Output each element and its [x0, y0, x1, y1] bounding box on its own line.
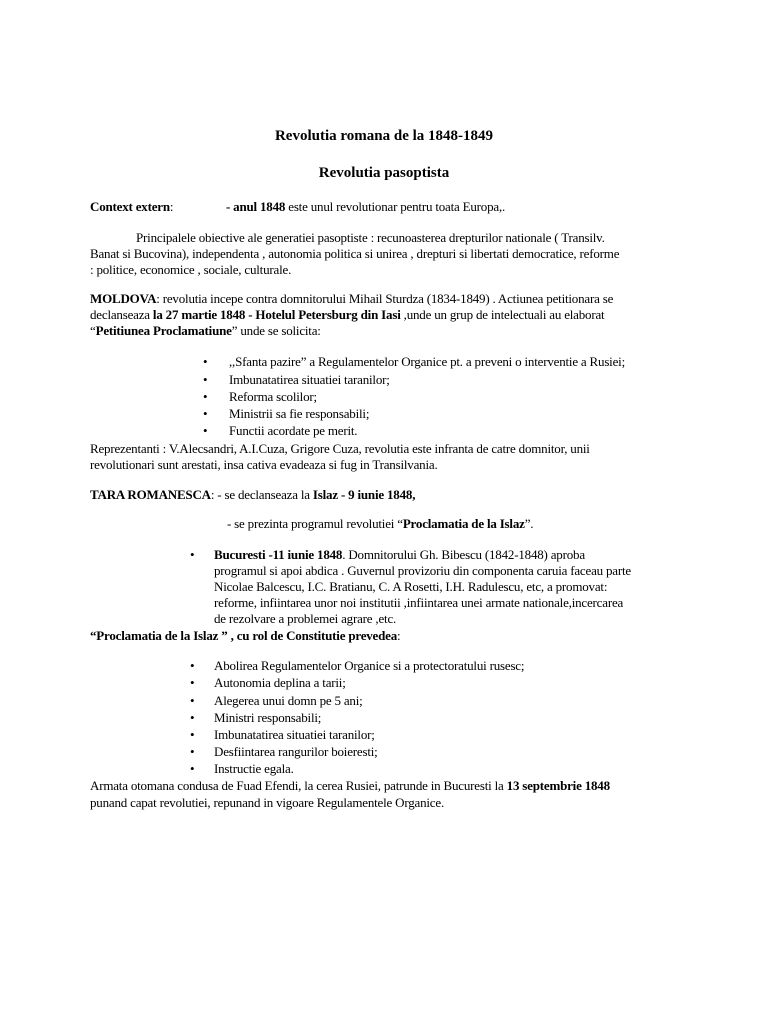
- list-item: Reforma scolilor;: [229, 389, 317, 404]
- bullet: •: [190, 761, 195, 776]
- bullet: •: [190, 547, 195, 562]
- bucuresti-line-2: programul si apoi abdica . Guvernul provizoriu din componenta caruia faceau parte: [214, 563, 631, 578]
- list-item: Alegerea unui domn pe 5 ani;: [214, 693, 363, 708]
- bullet: •: [203, 423, 208, 438]
- list-item: Autonomia deplina a tarii;: [214, 675, 346, 690]
- bullet: •: [190, 710, 195, 725]
- list-item: ,,Sfanta pazire” a Regulamentelor Organice pt. a preveni o interventie a Rusiei;: [229, 354, 625, 369]
- document-title: Revolutia romana de la 1848-1849: [274, 128, 494, 144]
- proclamatia-heading-line: “Proclamatia de la Islaz ” , cu rol de Constitutie prevedea:: [90, 628, 401, 643]
- bucuresti-line-4: reforme, infiintarea unor noi institutii ,infiintarea unei armate nationale,incercarea: [214, 595, 624, 610]
- list-item: Imbunatatirea situatiei taranilor;: [229, 372, 390, 387]
- bullet: •: [190, 693, 195, 708]
- bucuresti-line-3: Nicolae Balcescu, I.C. Bratianu, C. A Rosetti, I.H. Radulescu, etc, a promovat:: [214, 579, 608, 594]
- bullet: •: [203, 389, 208, 404]
- bullet: •: [203, 406, 208, 421]
- list-item: Functii acordate pe merit.: [229, 423, 358, 438]
- context-year: - anul 1848: [226, 199, 286, 214]
- objectives-line-3: : politice, economice , sociale, culturale.: [90, 262, 292, 277]
- bullet: •: [203, 354, 208, 369]
- bullet: •: [190, 744, 195, 759]
- moldova-line-3: “Petitiunea Proclamatiune” unde se solicita:: [90, 323, 321, 338]
- representatives-line-1: Reprezentanti : V.Alecsandri, A.I.Cuza, Grigore Cuza, revolutia este infranta de catre domnitor, unii: [90, 441, 590, 456]
- list-item: Ministri responsabili;: [214, 710, 322, 725]
- bullet: •: [190, 675, 195, 690]
- list-item: Ministrii sa fie responsabili;: [229, 406, 370, 421]
- conclusion-line-1: Armata otomana condusa de Fuad Efendi, la cerea Rusiei, patrunde in Bucuresti la 13 septembrie 1848: [90, 778, 610, 793]
- bucuresti-line-5: de rezolvare a problemei agrare ,etc.: [214, 611, 397, 626]
- moldova-heading: MOLDOVA: [90, 291, 157, 306]
- document-subtitle: Revolutia pasoptista: [318, 165, 450, 181]
- context-label: Context extern: [90, 199, 170, 214]
- tara-heading: TARA ROMANESCA: [90, 487, 211, 502]
- tara-program-line: - se prezinta programul revolutiei “Proclamatia de la Islaz”.: [227, 516, 534, 531]
- objectives-line-1: Principalele obiective ale generatiei pasoptiste : recunoasterea drepturilor nationale ( Transilv.: [136, 230, 605, 245]
- objectives-line-2: Banat si Bucovina), independenta , autonomia politica si unirea , drepturi si libertati democratice, reforme: [90, 246, 620, 261]
- list-item: Instructie egala.: [214, 761, 294, 776]
- representatives-line-2: revolutionari sunt arestati, insa cativa evadeaza si fug in Transilvania.: [90, 457, 438, 472]
- bucuresti-line-1: Bucuresti -11 iunie 1848. Domnitorului Gh. Bibescu (1842-1848) aproba: [214, 547, 585, 562]
- moldova-line-2: declanseaza la 27 martie 1848 - Hotelul Petersburg din Iasi ,unde un grup de intelectuali au elaborat: [90, 307, 605, 322]
- context-label-line: Context extern:: [90, 199, 174, 214]
- bullet: •: [203, 372, 208, 387]
- moldova-line-1: MOLDOVA: revolutia incepe contra domnitorului Mihail Sturdza (1834-1849) . Actiunea petitionara se: [90, 291, 614, 306]
- list-item: Abolirea Regulamentelor Organice si a protectoratului rusesc;: [214, 658, 525, 673]
- context-line: - anul 1848 este unul revolutionar pentru toata Europa,.: [226, 199, 506, 214]
- list-item: Imbunatatirea situatiei taranilor;: [214, 727, 375, 742]
- bullet: •: [190, 658, 195, 673]
- list-item: Desfiintarea rangurilor boieresti;: [214, 744, 378, 759]
- conclusion-line-2: punand capat revolutiei, repunand in vigoare Regulamentele Organice.: [90, 795, 444, 810]
- bullet: •: [190, 727, 195, 742]
- tara-line-1: TARA ROMANESCA: - se declanseaza la Islaz - 9 iunie 1848,: [90, 487, 416, 502]
